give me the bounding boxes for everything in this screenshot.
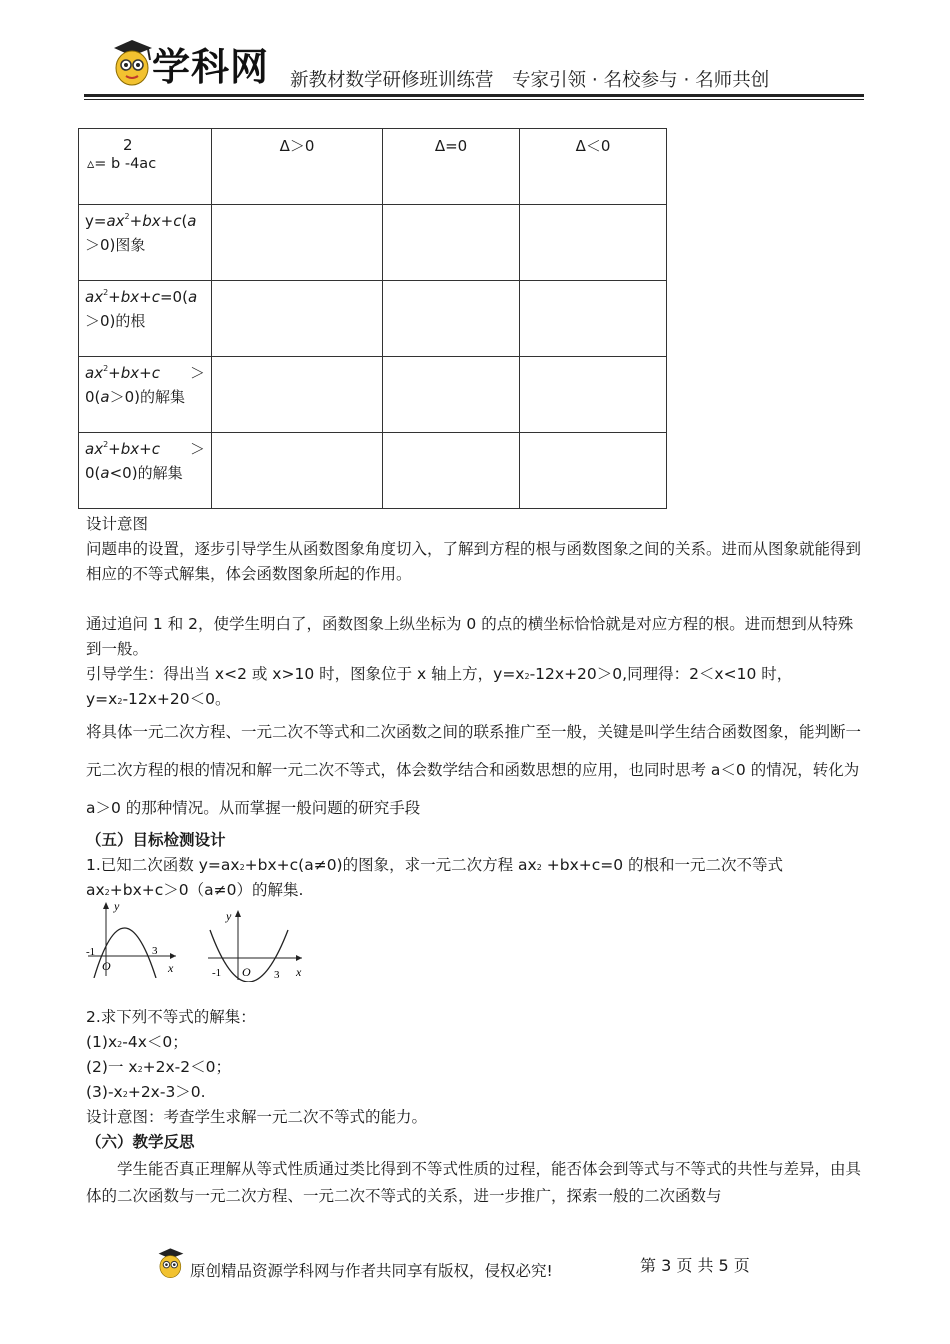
x-axis-arrow-icon xyxy=(170,953,176,959)
table-cell xyxy=(520,357,667,433)
header-rule xyxy=(84,94,864,97)
design-intent-title: 设计意图 xyxy=(86,515,149,533)
origin-label: O xyxy=(102,959,111,973)
root-left-label: -1 xyxy=(212,967,222,979)
footer-copyright: 原创精品资源学科网与作者共同享有版权，侵权必究! xyxy=(190,1262,553,1280)
root-right-label: 3 xyxy=(274,969,280,981)
table-row xyxy=(79,281,667,357)
y-label: y xyxy=(226,909,232,923)
root-left-label: -1 xyxy=(86,946,96,958)
section-5-heading: （五）目标检测设计 xyxy=(86,831,226,849)
question-2: 2.求下列不等式的解集： xyxy=(86,1008,256,1026)
graph-downward-parabola xyxy=(84,898,180,978)
table-cell xyxy=(520,281,667,357)
header-delta-negative: Δ＜0 xyxy=(520,129,667,205)
row-label-roots: $ax^2+bx+c=0(a$ ＞0)的根 xyxy=(79,281,212,357)
graph-upward-parabola xyxy=(204,906,308,982)
table-row xyxy=(79,129,667,205)
section-6-heading: （六）教学反思 xyxy=(86,1133,195,1151)
table-cell xyxy=(383,357,520,433)
header-slogan: 新教材数学研修班训练营 专家引领 · 名校参与 · 名师共创 xyxy=(290,70,770,91)
delta-formula: ▵= b -4ac xyxy=(87,156,157,172)
table-cell xyxy=(212,357,383,433)
question-1: 1.已知二次函数 $y=ax^2+bx+c(a\ne 0)$的图象，求一元二次方程 $ax^2 +bx+c=0$ 的根和一元二次不等式 $ax^2+bx+c>0(a\ne 0)$的解集. xyxy=(86,856,784,899)
table-cell xyxy=(520,205,667,281)
discriminant-table xyxy=(78,128,667,509)
footer-page-number: 第 3 页 共 5 页 xyxy=(640,1256,750,1275)
table-row xyxy=(79,205,667,281)
table-cell xyxy=(212,433,383,509)
logo-text: 学科网 xyxy=(152,45,270,89)
mascot-logo-icon xyxy=(110,38,156,90)
paragraph-4: 将具体一元二次方程、一元二次不等式和二次函数之间的联系推广至一般，关键是叫学生结合函数图象，能判断一元二次方程的根的情况和解一元二次不等式，体会数学结合和函数思想的应用，也同时思考 a＜0 的情况，转化为 a＞0 的那种情况。从而掌握一般问题的研究手段 xyxy=(86,723,862,817)
root-right-label: 3 xyxy=(152,945,158,957)
table-cell xyxy=(520,433,667,509)
header-delta-zero: Δ=0 xyxy=(383,129,520,205)
header-delta-positive: Δ＞0 xyxy=(212,129,383,205)
paragraph-2: 通过追问 1 和 2，使学生明白了，函数图象上纵坐标为 0 的点的横坐标恰恰就是对应方程的根。进而想到从特殊到一般。 xyxy=(86,615,854,658)
origin-label: O xyxy=(242,965,251,979)
paragraph-1: 问题串的设置，逐步引导学生从函数图象角度切入，了解到方程的根与函数图象之间的关系。进而从图象就能得到相应的不等式解集，体会函数图象所起的作用。 xyxy=(86,540,862,583)
y-axis-arrow-icon xyxy=(235,910,241,917)
x-label: x xyxy=(168,961,174,975)
table-cell xyxy=(383,205,520,281)
table-cell xyxy=(383,433,520,509)
row-label-solution-positive: $ax^2+bx+c$ ＞ 0(a＞0)的解集 xyxy=(79,357,212,433)
y-label: y xyxy=(114,899,120,913)
x-axis-arrow-icon xyxy=(296,955,302,961)
paragraph-5: 学生能否真正理解从等式性质通过类比得到不等式性质的过程，能否体会到等式与不等式的共性与差异，由具体的二次函数与一元二次方程、一元二次不等式的关系，进一步推广，探索一般的二次函数与 xyxy=(86,1160,862,1205)
table-cell xyxy=(212,281,383,357)
header-rule-thin xyxy=(84,99,864,100)
design-intent-2: 设计意图：考查学生求解一元二次不等式的能力。 xyxy=(86,1108,428,1126)
table-cell xyxy=(212,205,383,281)
mascot-footer-icon xyxy=(156,1246,186,1282)
table-cell xyxy=(383,281,520,357)
delta-label-cell xyxy=(79,129,212,205)
paragraph-3: 引导学生：得出当 x<2 或 x>10 时，图象位于 x 轴上方，$y=x^2-12x+20>0$,同理得：2＜x<10 时， $y=x^2-12x+20<0$。 xyxy=(86,665,793,708)
table-row xyxy=(79,433,667,509)
question-2-part-2: (2)一 $x^2+2x-2<0$； xyxy=(86,1058,231,1076)
y-axis-arrow-icon xyxy=(103,902,109,909)
table-row xyxy=(79,357,667,433)
row-label-solution-negative: $ax^2+bx+c$ ＞ 0(a<0)的解集 xyxy=(79,433,212,509)
question-2-part-1: $(1)x^2-4x<0$； xyxy=(86,1033,188,1051)
row-label-graph: $y=ax^2+bx+c(a$ ＞0)图象 xyxy=(79,205,212,281)
question-2-part-3: $(3)-x^2+2x-3>0$. xyxy=(86,1083,206,1101)
delta-exponent: 2 xyxy=(123,136,133,154)
x-label: x xyxy=(296,965,302,979)
